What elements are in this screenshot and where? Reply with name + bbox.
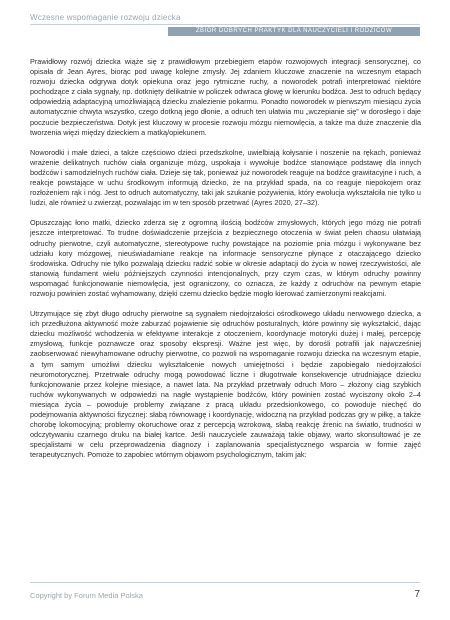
footer-rule (30, 582, 420, 583)
page-footer (30, 591, 420, 600)
header-rule (30, 24, 420, 25)
paragraph: Opuszczając łono matki, dziecko zderza się z ogromną ilością bodźców zmysłowych, których jego mózg nie potrafi jeszcze interpretować. To trudne doświadczenie przejścia z bezpiecznego otoczenia w świat pełen chaosu ułatwiają odruchy pierwotne, czyli automatyczne, stereotypowe ruchy powstające na poziomie pnia mózgu i wykonywane bez udziału kory mózgowej, nieuświadamiane reakcje na informacje sensoryczne płynące z otaczającego dziecko środowiska. Odruchy nie tylko pozwalają dziecku radzić sobie w okresie adaptacji do życia w nowej rzeczywistości, ale stanowią fundament wielu późniejszych czynności intencjonalnych, przy czym czas, w którym odruchy powinny wspomagać funkcjonowanie niemowlęcia, jest ograniczony, co oznacza, że każdy z odruchów na pewnym etapie rozwoju powinien zostać wyhamowany, dzięki czemu dziecko będzie mogło kierować zamierzonymi reakcjami. (30, 218, 421, 298)
paragraph: Noworodki i małe dzieci, a także częściowo dzieci przedszkolne, uwielbiają kołysanie i noszenie na rękach, ponieważ wrażenie delikatnych ruchów ciała organizuje mózg, uspokaja i wywołuje bodźce stanowiące podstawę dla innych bodźców i samodzielnych ruchów ciała. Dzieje się tak, ponieważ już noworodek reaguje na bodźce grawitacyjne i ruch, a reakcje powstające w uchu środkowym informują dziecko, że na przykład spada, na co reaguje niepokojem oraz rozłożeniem rąk i nóg. Jest to odruch automatyczny, taki jak szukanie pożywienia, który ewolucja wykształciła nie tylko u ludzi, ale również u zwierząt, pozwalając im w ten sposób przetrwać (Ayres 2020, 27–32). (30, 147, 421, 208)
paragraph: Prawidłowy rozwój dziecka wiąże się z prawidłowym przebiegiem etapów rozwojowych integracji sensorycznej, co opisała dr Jean Ayres, biorąc pod uwagę kolejne zmysły. Jej zdaniem kluczowe znaczenie na wczesnym etapach rozwoju dziecka odgrywa dotyk opiekuna oraz jego rytmiczne ruchy, a noworodek potrafi interpretować niektóre pochodzące z ciała sygnały, np. dotknięty delikatnie w policzek odwraca głowę w kierunku bodźca. Jest to odruch będący odpowiedzią adaptacyjną umożliwiającą dziecku znalezienie pokarmu. Ponadto noworodek w pierwszym miesiącu życia automatycznie chwyta wszystko, czego dotkną jego dłonie, a odruch ten ułatwia mu „wczepianie się” w dorosłego i daje poczucie bezpieczeństwa. Dotyk jest kluczowy w procesie rozwoju mózgu niemowlęcia, a także ma duże znaczenie dla tworzenia więzi między dzieckiem a matką/opiekunem. (30, 57, 421, 137)
section-banner: ZBIÓR DOBRYCH PRAKTYK DLA NAUCZYCIELI I RODZICÓW (168, 27, 420, 36)
paragraph: Utrzymujące się zbyt długo odruchy pierwotne są sygnałem niedojrzałości ośrodkowego układu nerwowego dziecka, a ich przedłużona aktywność może zaburzać pojawienie się odruchów posturalnych, które powinny się wykształcić, dając dziecku możliwość wchodzenia w efektywne interakcje z otoczeniem, koordynacje motoryki dużej i małej, percepcję zmysłową, funkcje poznawcze oraz sposoby ekspresji. Ważne jest więc, by dorośli potrafili jak najwcześniej zaobserwować niewyhamowane odruchy pierwotne, co pozwoli na wspomaganie rozwoju dziecka na wczesnym etapie, a tym samym umożliwi dziecku wykształcenie nowych umiejętności i będzie zapobiegało niedojrzałości neuromotorycznej. Przetrwałe odruchy mogą powodować liczne i długotrwałe konsekwencje utrudniające dziecku funkcjonowanie przez kolejne miesiące, a nawet lata. Na przykład przetrwały odruch Moro – złożony ciąg szybkich ruchów wykonywanych w odpowiedzi na nagłe wystąpienie bodźców, który powinien zostać wyciszony około 2–4 miesiąca życia – powoduje problemy związane z pracą układu przedsionkowego, co powoduje niechęć do podejmowania aktywności fizycznej: słabą równowagę i koordynację, widoczną na przykład podczas gry w piłkę, a także chorobę lokomocyjną; problemy okoruchowe oraz z percepcją wzrokową, słabą reakcję źrenic na światło, trudności w odczytywaniu czarnego druku na białej kartce. Jeśli nauczyciele zauważają takie objawy, warto skonsultować je ze specjalistami w celu przeprowadzenia diagnozy i zaplanowania specjalistycznego wsparcia w formie zajęć terapeutycznych. Pomoże to zapobiec wtórnym objawom psychologicznym, takim jak: (30, 309, 421, 460)
page-number: 7 (414, 589, 420, 600)
copyright-text: Copyright by Forum Media Polska (30, 591, 143, 600)
body-text (30, 57, 421, 470)
running-title: Wczesne wspomaganie rozwoju dziecka (30, 13, 181, 22)
